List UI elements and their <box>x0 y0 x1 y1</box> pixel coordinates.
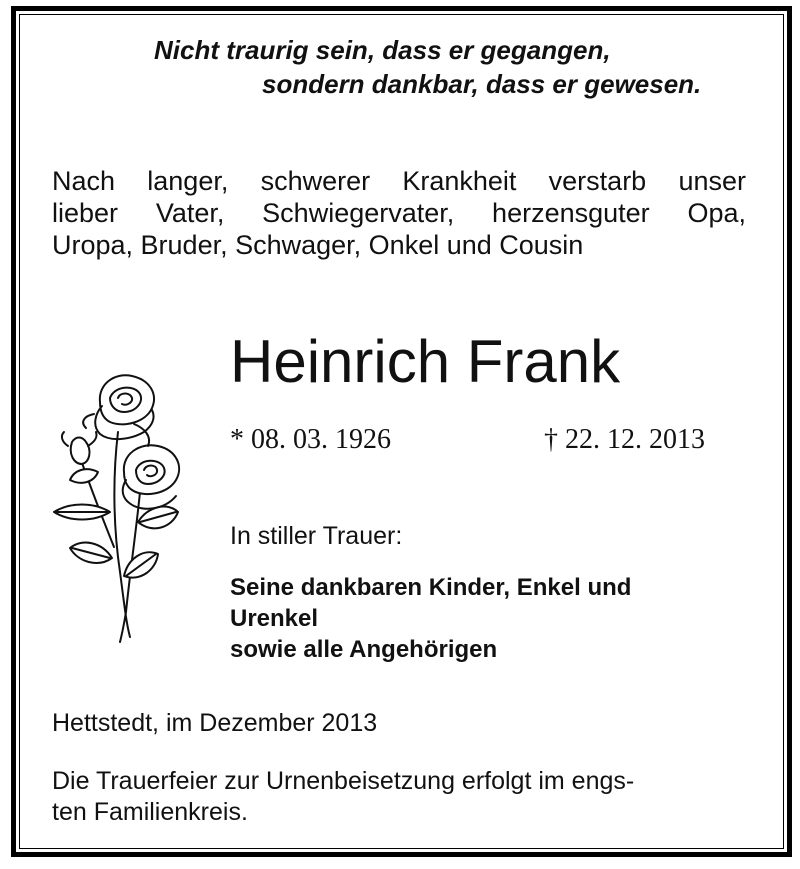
funeral-line: Die Trauerfeier zur Urnenbeisetzung erfolgt im engs- <box>52 767 635 795</box>
intro-line: lieber Vater, Schwiegervater, herzensguter Opa, <box>52 198 746 228</box>
mourners-line: Seine dankbaren Kinder, Enkel und <box>230 574 632 601</box>
rose-icon <box>40 362 190 652</box>
intro-line: Uropa, Bruder, Schwager, Onkel und Cousin <box>52 230 584 260</box>
funeral-note <box>52 766 634 828</box>
mourners-line: Urenkel <box>230 605 319 632</box>
motto-line-1: Nicht traurig sein, dass er gegangen, <box>154 35 611 65</box>
mourners-line: sowie alle Angehörigen <box>230 636 498 663</box>
birth-date: * 08. 03. 1926 <box>230 424 391 455</box>
place-and-date: Hettstedt, im Dezember 2013 <box>52 709 378 737</box>
intro-text <box>52 165 746 261</box>
motto-line-2: sondern dankbar, dass er gewesen. <box>262 69 702 99</box>
mourners-list <box>230 572 631 665</box>
mourning-label: In stiller Trauer: <box>230 522 403 550</box>
intro-line: Nach langer, schwerer Krankheit verstarb unser <box>52 166 746 196</box>
funeral-line: ten Familienkreis. <box>52 798 248 826</box>
death-date: † 22. 12. 2013 <box>544 424 705 455</box>
deceased-name: Heinrich Frank <box>230 328 621 395</box>
